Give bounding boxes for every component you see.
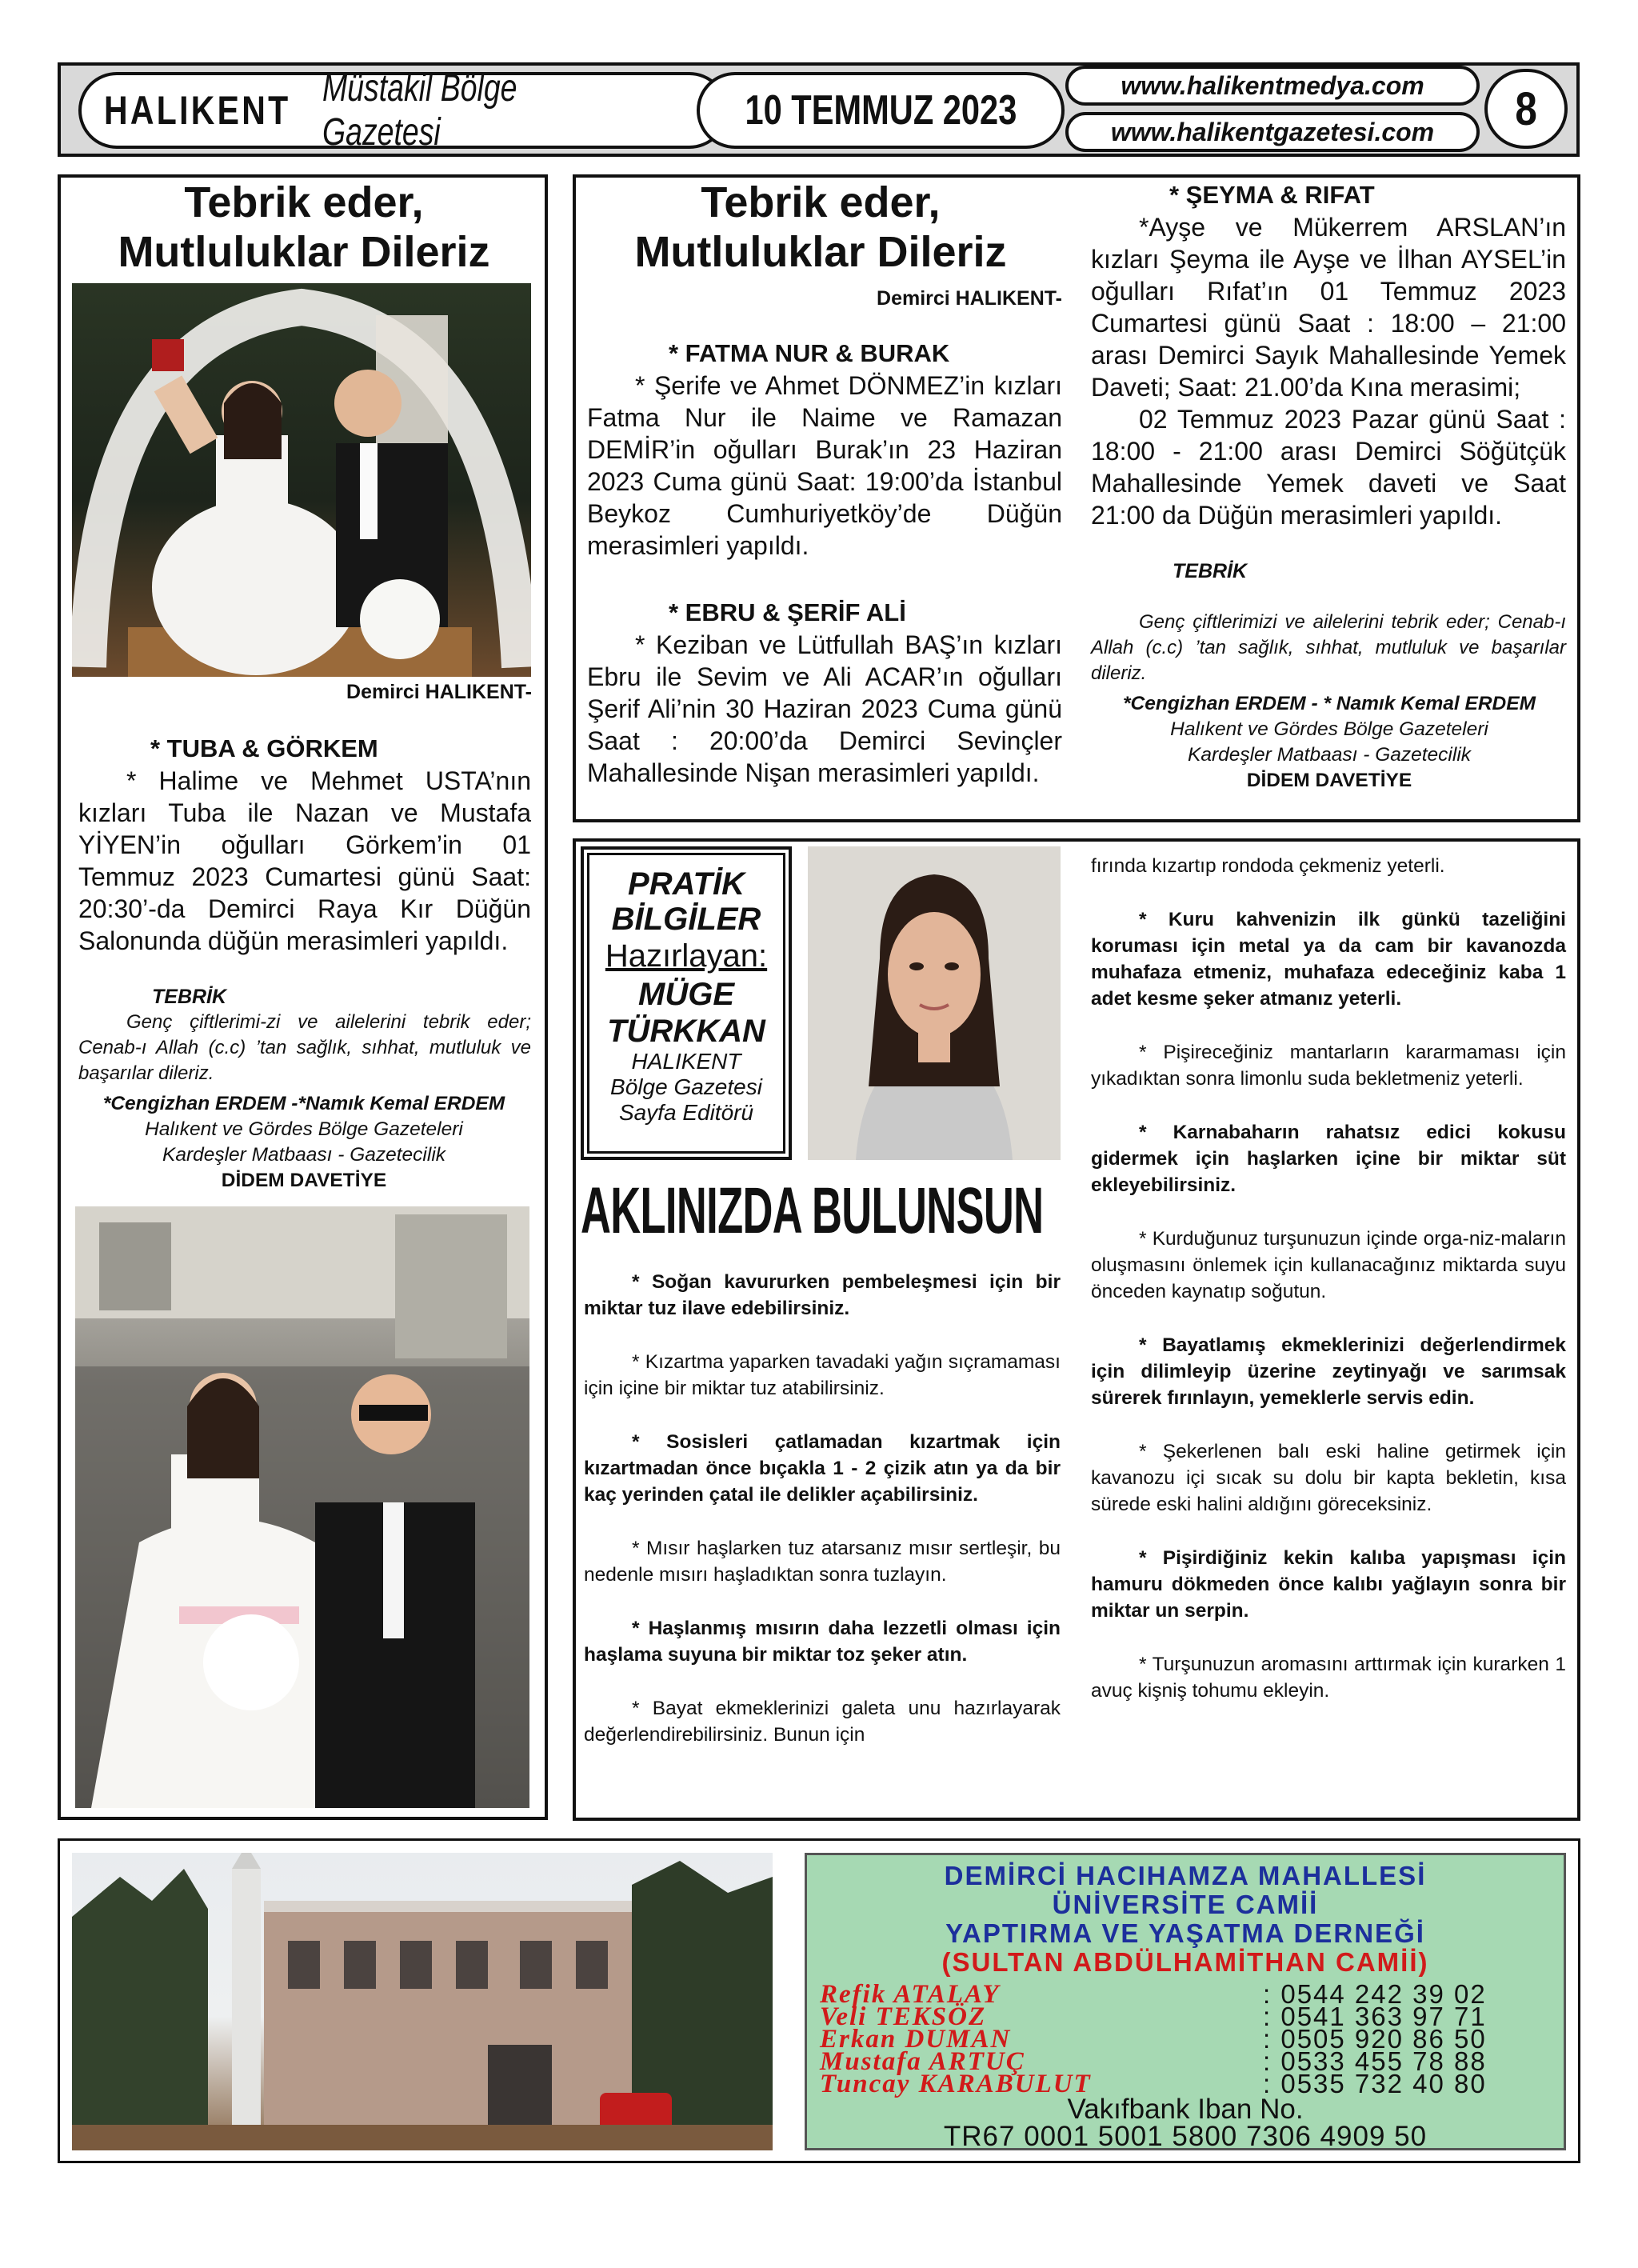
page-number-pill [1484, 69, 1568, 149]
mid-couple-heading-1: * FATMA NUR & BURAK [669, 339, 950, 367]
contact-name: Tuncay KARABULUT [820, 2070, 1092, 2098]
tip-14: * Turşunuzun aromasını arttırmak için kurarken 1 avuç kişniş tohumu ekleyin. [1091, 1654, 1566, 1702]
left-sign-1: *Cengizhan ERDEM -*Namık Kemal ERDEM [102, 1093, 505, 1114]
tip-13: * Pişirdiğiniz kekin kalıba yapışması için hamuru dökmeden önce kalıbı yağlayın sonra bir miktar un serpin. [1091, 1547, 1566, 1622]
mid-sign-2: Halıkent ve Gördes Bölge Gazeteleri [1170, 718, 1488, 740]
mid-dateline: Demirci HALIKENT- [877, 287, 1062, 310]
url-pill-1[interactable] [1065, 66, 1480, 106]
mosque-photo [72, 1853, 773, 2150]
tips-editor-name-1: MÜGE [638, 977, 734, 1012]
tips-org-3: Sayfa Editörü [618, 1100, 754, 1125]
mid-sign-1: *Cengizhan ERDEM - * Namık Kemal ERDEM [1123, 693, 1536, 714]
contact-phone[interactable]: : 0505 920 86 50 [1263, 2024, 1487, 2054]
wedding-photo-2 [75, 1206, 529, 1808]
tips-org-2: Bölge Gazetesi [610, 1074, 762, 1099]
association-titles [807, 1862, 1564, 1977]
iban-number: TR67 0001 5001 5800 7306 4909 50 [943, 2121, 1428, 2152]
left-announcement-body: * Halime ve Mehmet USTA’nın kızları Tuba ile Nazan ve Mustafa YİYEN’in oğulları Görkem’in 01 Temmuz 2023 Cumartesi günü Saat: 20:30’-da Demirci Raya Kır Düğün Salonunda düğün merasimleri yapıldı. [78, 766, 531, 955]
association-title-3: YAPTIRMA VE YAŞATMA DERNEĞİ [945, 1918, 1425, 1948]
url-pill-2[interactable] [1065, 112, 1480, 152]
contact-list [820, 1979, 1556, 2098]
contact-phone[interactable]: : 0535 732 40 80 [1263, 2069, 1487, 2098]
mid-sign-3: Kardeşler Matbaası - Gazetecilik [1187, 744, 1472, 766]
left-tebrik-text: Genç çiftlerimi-zi ve ailelerini tebrik eder; Cenab-ı Allah (c.c) ’tan sağlık, sıhhat, mutluluk ve başarılar dileriz. [78, 1011, 531, 1084]
mid-tebrik-text: Genç çiftlerimizi ve ailelerini tebrik eder; Cenab-ı Allah (c.c) ’tan sağlık, sıhhat, mutluluk ve başarılar dileriz. [1091, 611, 1566, 684]
contact-phone[interactable]: : 0541 363 97 71 [1263, 2002, 1487, 2031]
tip-5: * Haşlanmış mısırın daha lezzetli olması için haşlama suyuna bir miktar toz şeker atın. [584, 1618, 1061, 1666]
brand-name: HALIKENT [104, 88, 291, 133]
tips-headline: AKLINIZDA BULUNSUN [581, 1174, 1044, 1247]
mid-couple-heading-2: * EBRU & ŞERİF ALİ [669, 598, 906, 626]
tip-1: * Soğan kavururken pembeleşmesi için bir miktar tuz ilave edebilirsiniz. [584, 1271, 1061, 1319]
wedding-photo-1 [72, 283, 531, 677]
association-ad [805, 1853, 1566, 2150]
tip-9: * Karnabaharın rahatsız edici kokusu gidermek için haşlarken içine bir miktar süt ekleyebilirsiniz. [1091, 1122, 1566, 1196]
brand-pill [78, 67, 728, 154]
left-sign-4: DİDEM DAVETİYE [221, 1170, 387, 1191]
contact-name: Refik ATALAY [820, 1980, 1001, 2009]
tips-title-1: PRATİK [628, 866, 745, 902]
tips-title-2: BİLGİLER [611, 902, 761, 937]
tip-8: * Pişireceğiniz mantarların kararmaması için yıkadıktan sonra limonlu suda bekletmeniz yeterli. [1091, 1042, 1566, 1090]
contact-name: Veli TEKSÖZ [820, 2002, 987, 2031]
mid-tebrik-label: TEBRİK [1173, 560, 1248, 582]
contact-row [820, 2069, 1556, 2098]
wedding-photo-1-illustration [72, 283, 531, 677]
left-couple-heading: * TUBA & GÖRKEM [150, 734, 378, 762]
tips-prepared-by: Hazırlayan: [605, 938, 768, 974]
mid-title [579, 178, 1062, 277]
website-link-1[interactable]: www.halikentmedya.com [1121, 70, 1424, 100]
tip-6: * Bayat ekmeklerinizi galeta unu hazırlayarak değerlendirebilirsiniz. Bunun için [584, 1698, 1061, 1746]
tips-editor-box [581, 846, 792, 1160]
mid-signatures [1081, 691, 1577, 794]
association-title-4: (SULTAN ABDÜLHAMİTHAN CAMİİ) [941, 1947, 1429, 1977]
tips-column-right [1091, 853, 1566, 1704]
editor-portrait [808, 846, 1061, 1160]
tip-3: * Sosisleri çatlamadan kızartmak için kızartmadan önce bıçakla 1 - 2 çizik atın ya da bir kaç yerinden çatal ile delikler açabilirsiniz. [584, 1431, 1061, 1506]
tip-6-continued: fırında kızartıp rondoda çekmeniz yeterli. [1091, 855, 1445, 877]
page-number: 8 [1515, 82, 1537, 135]
contact-name: Mustafa ARTUÇ [820, 2047, 1025, 2076]
masthead [58, 62, 1580, 157]
date-pill [697, 72, 1065, 149]
left-dateline: Demirci HALIKENT- [346, 681, 532, 703]
tips-editor-name-2: TÜRKKAN [607, 1014, 765, 1049]
mosque-photo-illustration [72, 1853, 773, 2150]
contact-name: Erkan DUMAN [820, 2025, 1012, 2054]
website-link-2[interactable]: www.halikentgazetesi.com [1110, 117, 1435, 146]
editor-portrait-illustration [808, 846, 1061, 1160]
left-sign-2: Halıkent ve Gördes Bölge Gazeteleri [145, 1118, 463, 1140]
mid-announcement-body-2: * Keziban ve Lütfullah BAŞ’ın kızları Ebru ile Sevim ve Ali ACAR’ın oğulları Şerif Ali’nin 30 Haziran 2023 Cuma günü Saat : 20:00’da Demirci Sevinçler Mahallesinde Nişan merasimleri yapıldı. [587, 630, 1062, 787]
left-signatures [64, 1091, 544, 1194]
left-title [64, 178, 544, 277]
association-title-1: DEMİRCİ HACIHAMZA MAHALLESİ [944, 1861, 1427, 1890]
association-title-2: ÜNİVERSİTE CAMİİ [1052, 1890, 1319, 1919]
mid-title-line1: Tebrik eder, [701, 178, 941, 226]
issue-date: 10 TEMMUZ 2023 [745, 87, 1017, 134]
tip-12: * Şekerlenen balı eski haline getirmek için kavanozu içi sıcak su dolu bir kapta bekletin, kısa sürede eski halini aldığını göreceksiniz. [1091, 1441, 1566, 1515]
tip-2: * Kızartma yaparken tavadaki yağın sıçramaması için içine bir miktar tuz atabilirsiniz. [584, 1351, 1061, 1399]
tips-editor-inner [587, 853, 785, 1154]
tips-org-1: HALIKENT [631, 1049, 741, 1074]
left-title-line2: Mutluluklar Dileriz [118, 228, 490, 276]
tip-7: * Kuru kahvenizin ilk günkü tazeliğini koruması için metal ya da cam bir kavanozda muhafaza etmeniz, muhafaza edeceğiniz kaba 1 adet kesme şeker atmanız yeterli. [1091, 909, 1566, 1010]
contact-phone[interactable]: : 0533 455 78 88 [1263, 2046, 1487, 2076]
contact-phone[interactable]: : 0544 242 39 02 [1263, 1979, 1487, 2009]
left-sign-3: Kardeşler Matbaası - Gazetecilik [162, 1144, 446, 1166]
mid-announcement-body-3a: *Ayşe ve Mükerrem ARSLAN’ın kızları Şeyma ile Ayşe ve İlhan AYSEL’in oğulları Rıfat’ın 01 Temmuz 2023 Cumartesi günü Saat : 18:00 – 21:00 arası Demirci Sayık Mahallesinde Yemek Daveti; Saat: 21.00’da Kına merasimi; [1091, 213, 1566, 402]
mid-sign-4: DİDEM DAVETİYE [1246, 770, 1412, 791]
left-title-line1: Tebrik eder, [184, 178, 424, 226]
brand-subtitle: Müstakil Bölge Gazetesi [322, 67, 517, 154]
mid-announcement-body-3b: 02 Temmuz 2023 Pazar günü Saat : 18:00 - 21:00 arası Demirci Söğütçük Mahallesinde Yemek daveti ve Saat 21:00 da Düğün merasimleri yapıldı. [1091, 405, 1566, 530]
mid-couple-heading-3: * ŞEYMA & RIFAT [1169, 181, 1375, 209]
tip-10: * Kurduğunuz turşunuzun içinde orga-niz-maların oluşmasını önlemek için kullanacağınız miktarda suyu önceden kaynatıp soğutun. [1091, 1228, 1566, 1302]
tip-11: * Bayatlamış ekmeklerinizi değerlendirmek için dilimleyip üzerine zeytinyağı ve sarımsak sürerek fırınlayın, yemeklerle servis edin. [1091, 1334, 1566, 1409]
left-tebrik-label: TEBRİK [152, 986, 227, 1008]
wedding-photo-2-illustration [75, 1206, 529, 1808]
mid-announcement-body-1: * Şerife ve Ahmet DÖNMEZ’in kızları Fatma Nur ile Naime ve Ramazan DEMİR’in oğulları Burak’ın 23 Haziran 2023 Cuma günü Saat: 19:00’da İstanbul Beykoz Cumhuriyetköy’de Düğün merasimleri yapıldı. [587, 371, 1062, 560]
mid-title-line2: Mutluluklar Dileriz [634, 228, 1007, 276]
tip-4: * Mısır haşlarken tuz atarsanız mısır sertleşir, bu nedenle mısırı haşladıktan sonra tuzlayın. [584, 1538, 1061, 1586]
tips-column-left [584, 1269, 1061, 1748]
bank-label: Vakıfbank Iban No. [1067, 2094, 1304, 2125]
